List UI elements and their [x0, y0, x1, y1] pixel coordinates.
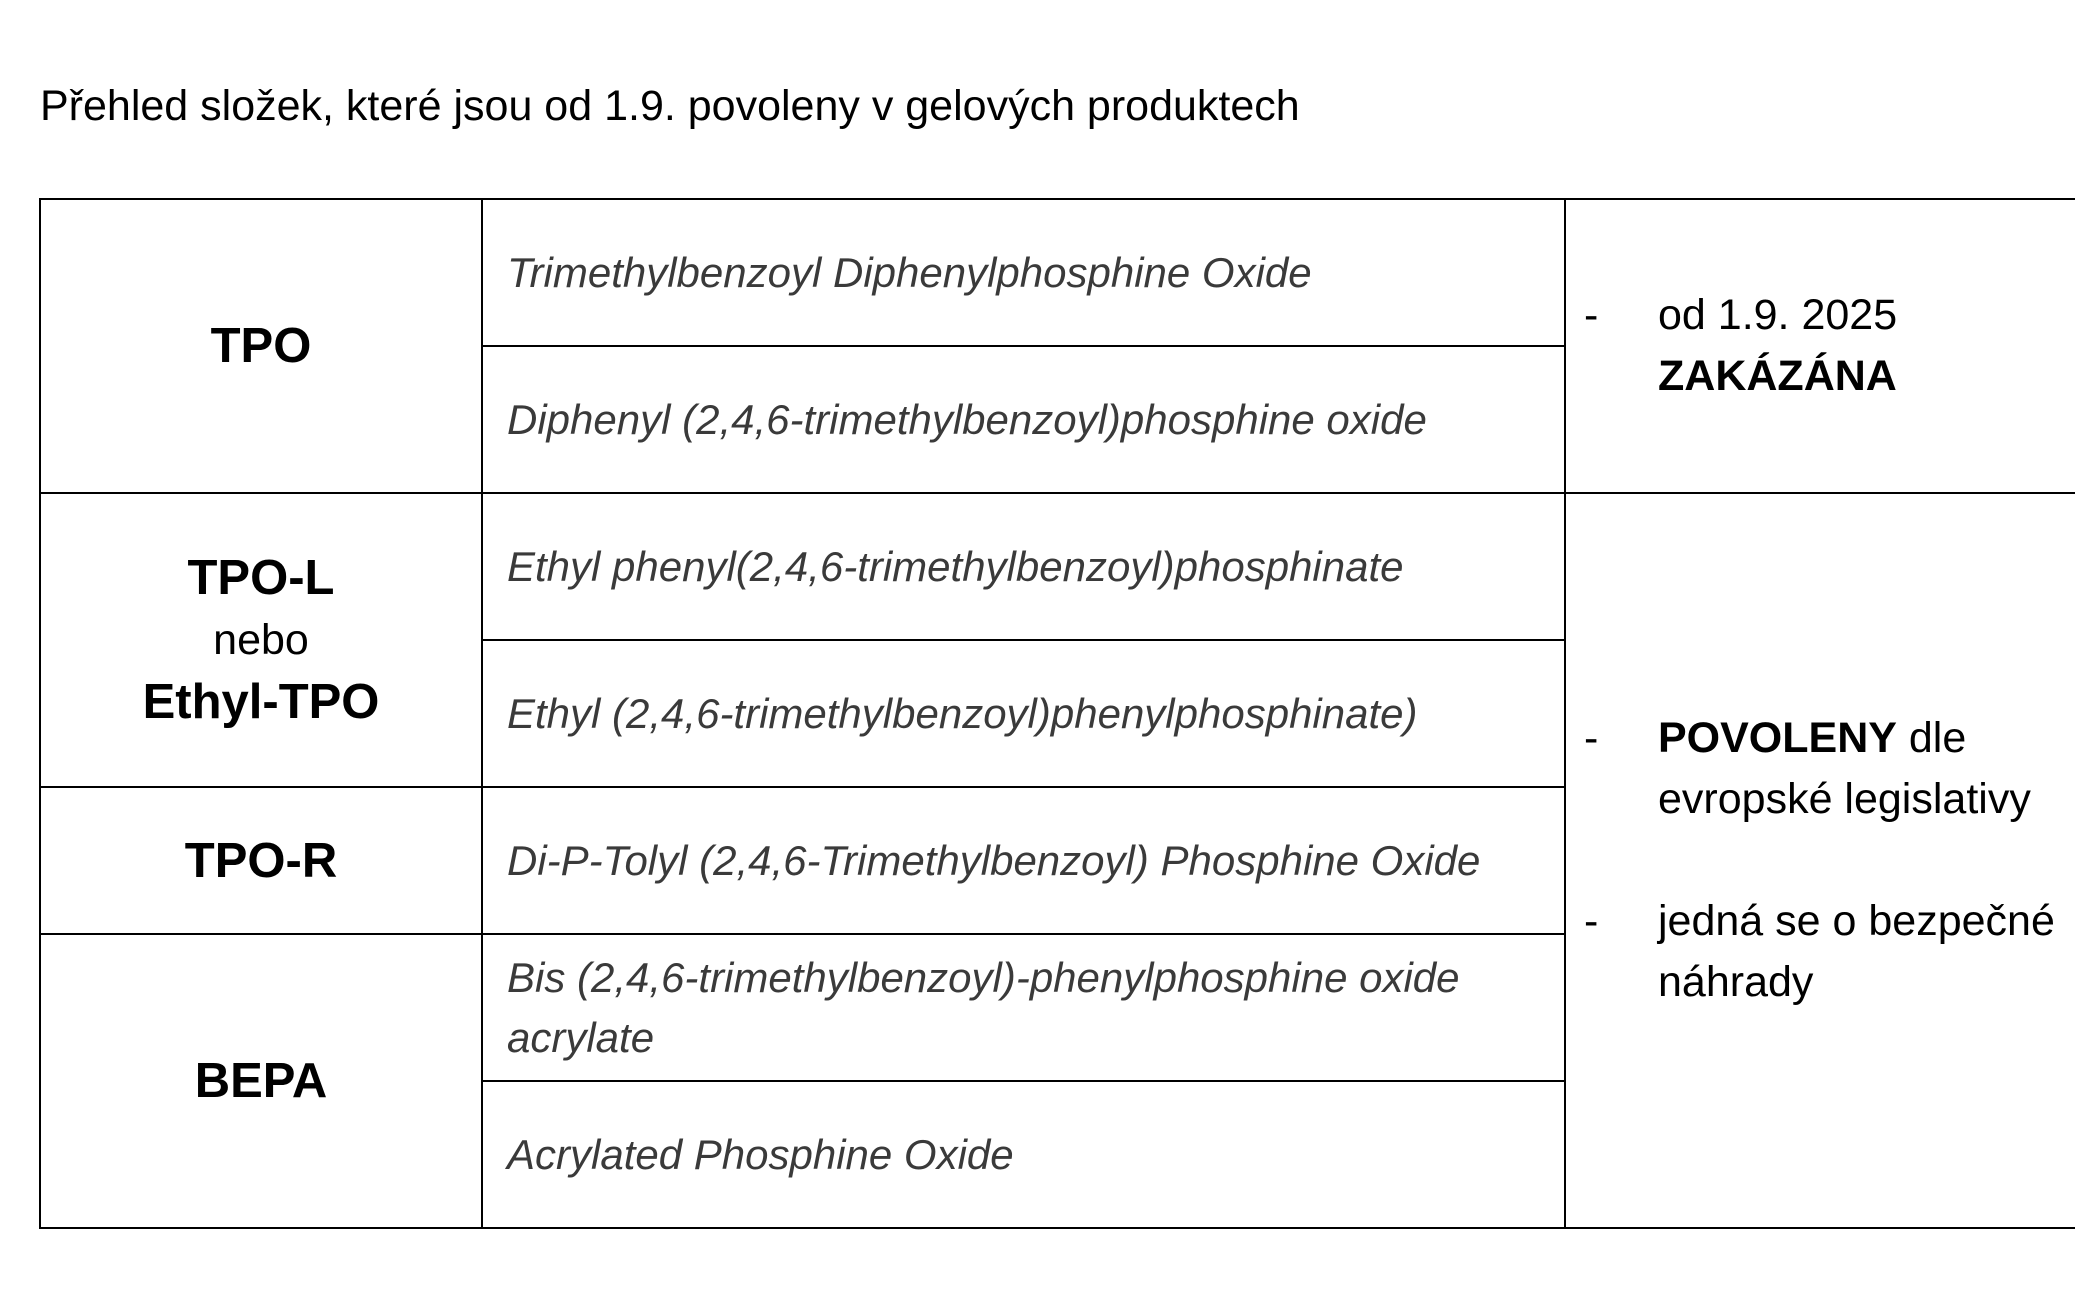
ban-date-text: od 1.9. 2025 [1658, 291, 1898, 339]
bullet-dash: - [1584, 714, 1599, 762]
chemical-name-cell: Trimethylbenzoyl Diphenylphosphine Oxide [482, 199, 1565, 346]
chemical-name-cell: Acrylated Phosphine Oxide [482, 1081, 1565, 1228]
table-row [40, 199, 2075, 346]
abbreviation-cell-tpo: TPO [40, 199, 482, 493]
chemical-name-cell: Ethyl phenyl(2,4,6-trimethylbenzoyl)phosphinate [482, 493, 1565, 640]
chemical-name-cell: Ethyl (2,4,6-trimethylbenzoyl)phenylphosphinate) [482, 640, 1565, 787]
allowed-label: POVOLENY [1658, 714, 1897, 762]
chemical-name-cell: Di-P-Tolyl (2,4,6-Trimethylbenzoyl) Phosphine Oxide [482, 787, 1565, 934]
abbreviation-cell-bepa: BEPA [40, 934, 482, 1228]
bullet-dash: - [1584, 897, 1599, 945]
banned-label: ZAKÁZÁNA [1658, 352, 1897, 400]
replacement-text: jedná se o bezpečné náhrady [1658, 897, 2055, 1006]
chemical-name-cell: Diphenyl (2,4,6-trimethylbenzoyl)phosphine oxide [482, 346, 1565, 493]
allowed-legislation-text: dle evropské legislativy [1658, 714, 2031, 823]
status-item-allowed [1584, 708, 2059, 830]
status-item-replacement [1584, 891, 2059, 1013]
bullet-dash: - [1584, 291, 1599, 339]
table-row [40, 493, 2075, 640]
status-cell-allowed [1565, 493, 2075, 1228]
status-cell-banned [1565, 199, 2075, 493]
abbreviation-cell-tpo-r: TPO-R [40, 787, 482, 934]
substances-table [39, 198, 2075, 1229]
abbreviation-ethyl-tpo: Ethyl-TPO [142, 675, 380, 729]
abbreviation-or-word: nebo [213, 616, 309, 664]
page-title: Přehled složek, které jsou od 1.9. povoleny v gelových produktech [40, 82, 1300, 130]
abbreviation-tpo-l: TPO-L [187, 551, 335, 605]
chemical-name-cell: Bis (2,4,6-trimethylbenzoyl)-phenylphosphine oxide acrylate [482, 934, 1565, 1081]
abbreviation-cell-tpo-l [40, 493, 482, 787]
status-item-banned [1584, 285, 2059, 407]
